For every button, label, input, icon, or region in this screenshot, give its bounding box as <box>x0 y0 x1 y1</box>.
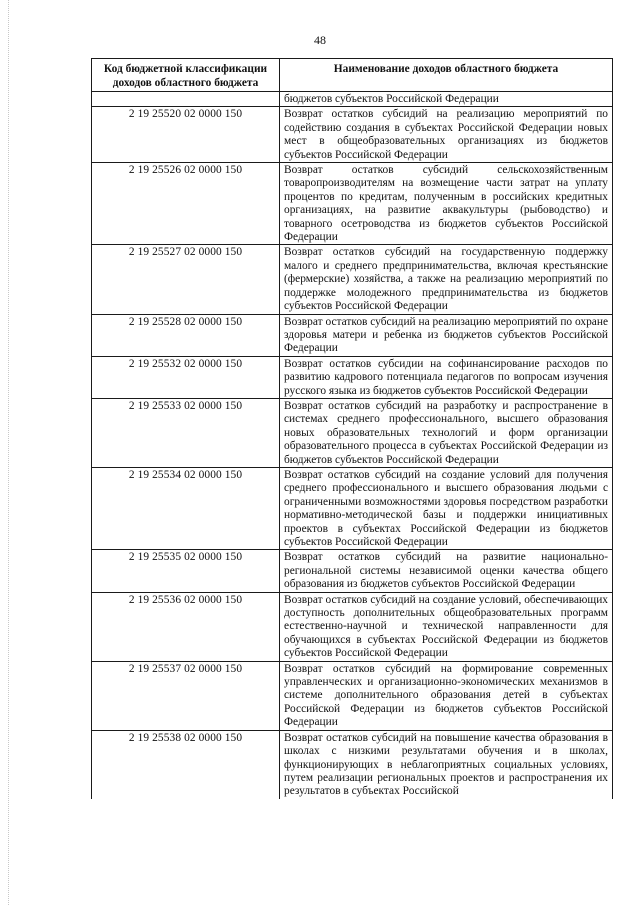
table-row <box>92 730 613 799</box>
table-row <box>92 661 613 730</box>
row-code: 2 19 25535 02 0000 150 <box>92 550 280 592</box>
row-code: 2 19 25533 02 0000 150 <box>92 398 280 467</box>
table-row <box>92 550 613 592</box>
table-row-continuation <box>92 92 613 107</box>
budget-revenue-table <box>91 58 613 799</box>
row-name: Возврат остатков субсидий на реализацию мероприятий по содействию создания в субъектах Российской Федерации новых мест в общеобразовательных организациях из бюджетов субъектов Российской Федерации <box>280 107 613 163</box>
row-name: Возврат остатков субсидии на софинансирование расходов по развитию кадрового потенциала педагогов по вопросам изучения русского языка из бюджетов субъектов Российской Федерации <box>280 356 613 398</box>
row-name: Возврат остатков субсидий на государственную поддержку малого и среднего предпринимательства, включая крестьянские (фермерские) хозяйства, а также на реализацию мероприятий по поддержке молодежного предпринимательства из бюджетов субъектов Российской Федерации <box>280 245 613 314</box>
row-code: 2 19 25534 02 0000 150 <box>92 467 280 549</box>
row-name: Возврат остатков субсидий на создание условий, обеспечивающих доступность дополнительных общеобразовательных программ естественно-научной и технической направленности для обучающихся в субъектах Российской Федерации из бюджетов субъектов Российской Федерации <box>280 592 613 661</box>
row-name: Возврат остатков субсидий на реализацию мероприятий по охране здоровья матери и ребенка из бюджетов субъектов Российской Федерации <box>280 314 613 356</box>
row-name: Возврат остатков субсидий на разработку и распространение в системах среднего профессионального, высшего образования новых образовательных технологий и форм организации образовательного процесса в субъектах Российской Федерации из бюджетов субъектов Российской Федерации <box>280 398 613 467</box>
row-code: 2 19 25527 02 0000 150 <box>92 245 280 314</box>
page-number: 48 <box>314 33 326 47</box>
row-code: 2 19 25536 02 0000 150 <box>92 592 280 661</box>
row-name: Возврат остатков субсидий на развитие национально-региональной системы независимой оценки качества общего образования из бюджетов субъектов Российской Федерации <box>280 550 613 592</box>
header-name: Наименование доходов областного бюджета <box>280 59 613 92</box>
row-code: 2 19 25520 02 0000 150 <box>92 107 280 163</box>
row-name: Возврат остатков субсидий на формирование современных управленческих и организационно-экономических механизмов в системе дополнительного образования детей в субъектах Российской Федерации из бюджетов субъектов Российской Федерации <box>280 661 613 730</box>
table-header-row <box>92 59 613 92</box>
row-name: Возврат остатков субсидий сельскохозяйственным товаропроизводителям на возмещение части затрат на уплату процентов по кредитам, полученным в российских кредитных организациях, на развитие аквакультуры (рыбоводство) и товарного осетроводства из бюджетов субъектов Российской Федерации <box>280 163 613 245</box>
table-row <box>92 245 613 314</box>
row-name: Возврат остатков субсидий на повышение качества образования в школах с низкими результатами обучения и в школах, функционирующих в неблагоприятных социальных условиях, путем реализации региональных проектов и распространения их результатов в субъектах Российской <box>280 730 613 799</box>
scan-edge-line <box>8 0 10 905</box>
table-row <box>92 107 613 163</box>
table-row <box>92 592 613 661</box>
table-row <box>92 398 613 467</box>
continuation-name-cell: бюджетов субъектов Российской Федерации <box>280 92 613 107</box>
header-code: Код бюджетной классификации доходов областного бюджета <box>92 59 280 92</box>
table-row <box>92 467 613 549</box>
table-row <box>92 356 613 398</box>
row-code: 2 19 25526 02 0000 150 <box>92 163 280 245</box>
row-code: 2 19 25538 02 0000 150 <box>92 730 280 799</box>
row-code: 2 19 25532 02 0000 150 <box>92 356 280 398</box>
row-code: 2 19 25528 02 0000 150 <box>92 314 280 356</box>
row-name: Возврат остатков субсидий на создание условий для получения среднего профессионального и высшего образования людьми с ограниченными возможностями здоровья посредством разработки нормативно-методической базы и поддержки инициативных проектов в субъектах Российской Федерации из бюджетов субъектов Российской Федерации <box>280 467 613 549</box>
row-code: 2 19 25537 02 0000 150 <box>92 661 280 730</box>
continuation-code-cell <box>92 92 280 107</box>
table-row <box>92 314 613 356</box>
table-row <box>92 163 613 245</box>
